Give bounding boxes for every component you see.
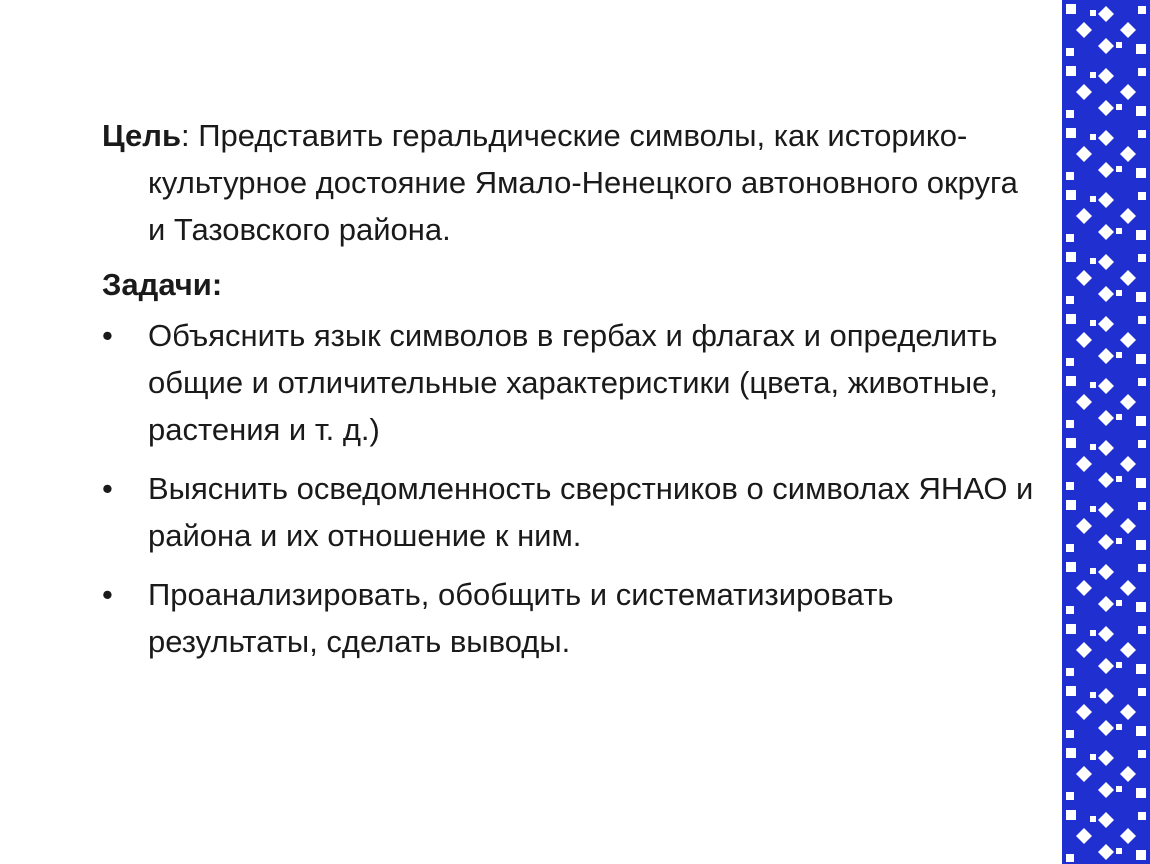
task-item bbox=[102, 465, 1042, 559]
task-text: Проанализировать, обобщить и систематизировать результаты, сделать выводы. bbox=[148, 577, 894, 659]
goal-label: Цель bbox=[102, 118, 182, 153]
tasks-heading: Задачи: bbox=[102, 267, 223, 302]
task-text: Выяснить осведомленность сверстников о символах ЯНАО и района и их отношение к ним. bbox=[148, 471, 1034, 553]
task-text: Объяснить язык символов в гербах и флагах и определить общие и отличительные характеристики (цвета, животные, растения и т. д.) bbox=[148, 318, 998, 447]
task-item bbox=[102, 571, 1042, 665]
goal-paragraph bbox=[102, 112, 1042, 253]
bullet-icon: • bbox=[102, 318, 113, 353]
slide-body bbox=[102, 112, 1042, 665]
task-item bbox=[102, 312, 1042, 453]
goal-text: : Представить геральдические символы, как историко-культурное достояние Ямало-Ненецкого автоновного округа и Тазовского района. bbox=[148, 118, 1018, 247]
bullet-icon: • bbox=[102, 577, 113, 612]
bullet-icon: • bbox=[102, 471, 113, 506]
northern-ornament-border-icon bbox=[1062, 0, 1150, 864]
